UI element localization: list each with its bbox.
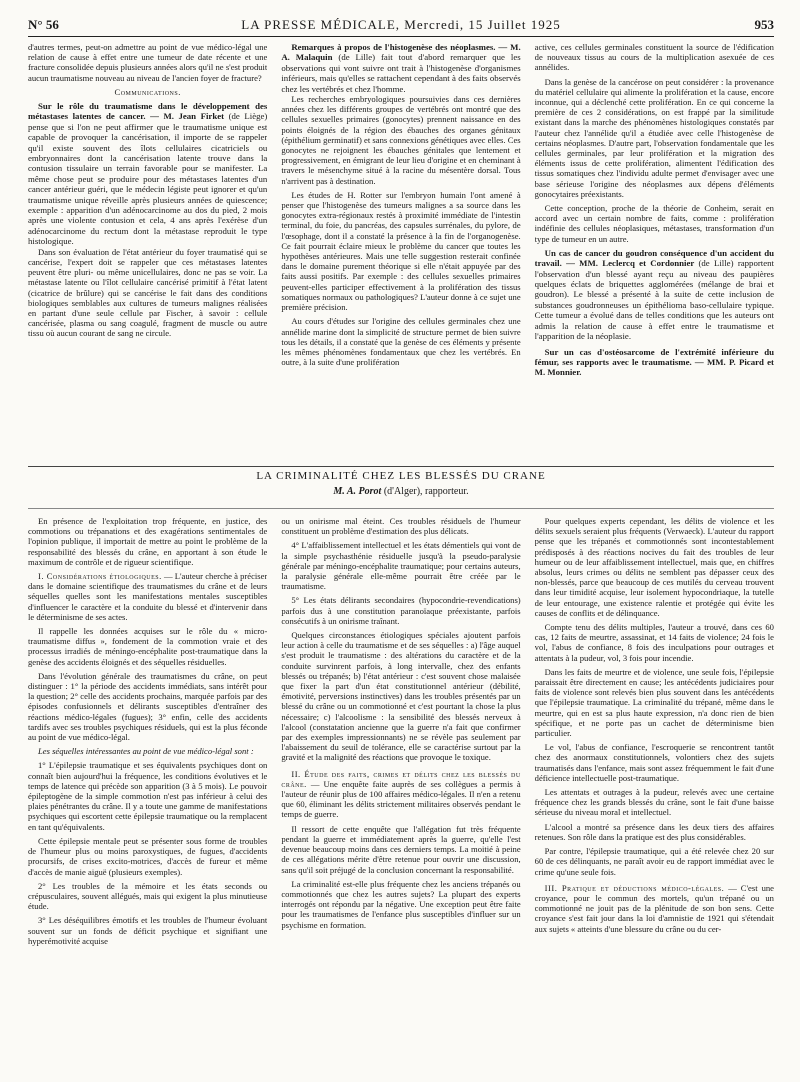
paragraph: Les recherches embryologiques poursuivies dans ces dernières années chez les différents groupes de vertébrés ont montré que des cellules sexuelles primaires (gonocytes) prennent naissance en des points éloignés de la région des ébauches des organes génitaux (épithélium germinatif) et sans connexions génétiques avec elles. Ces gonocytes ne rejoignent les ébauches génitales que lentement et progressivement, en émigrant de leur lieu d'origine et en cheminant à travers le mésenchyme situé à la racine du mésentère dorsal. Tous n'arrivent pas à destination. xyxy=(281,94,521,186)
section-label: I. Considérations étiologiques. xyxy=(38,571,162,582)
divider xyxy=(28,466,774,467)
bottom-column-3 xyxy=(535,516,774,1072)
page-number: 953 xyxy=(754,17,774,32)
paragraph: Par contre, l'épilepsie traumatique, qui a été relevée chez 20 sur 60 de ces délinquants, ne paraît avoir eu de rapport immédiat avec le crime qu'une seule fois. xyxy=(534,846,774,877)
page-header xyxy=(28,14,774,37)
paragraph: active, ces cellules germinales constituent la source de l'édification de nouveaux tissus au cours de la multiplication asexuée de ces annélides. xyxy=(534,42,774,73)
section-label: III. Pratique et déductions médico-légales. xyxy=(544,882,725,893)
paragraph: 2° Les troubles de la mémoire et les états seconds ou crépusculaires, souvent allégués, mais qui exigent la plus minutieuse étude. xyxy=(28,880,268,912)
paragraph: d'autres termes, peut-on admettre au point de vue médico-légal une relation de cause à effet entre une tumeur de date récente et une fracture consolidée depuis plusieurs années alors qu'il ne s'est produit aucun traumatisme nouveau au niveau de l'ancien foyer de fracture? xyxy=(28,42,268,83)
section-intro xyxy=(535,883,774,934)
paragraph-inline: — C'est une croyance, pour le commun des mortels, qu'un trépané ou un commotionné ne jouit pas de la plénitude de son bon sens. Cette croyance s'est fait jour dans la loi d'amnistie de 1921 qui s'étendait aux sujets « atteints d'une blessure du crâne ou du cer- xyxy=(534,882,774,934)
paragraph: Au cours d'études sur l'origine des cellules germinales chez une annélide marine dont la simplicité de structure permet de bien suivre tous les détails, il a constaté que la genèse de ces éléments y présente les mêmes phénomènes fondamentaux que chez les vertébrés. En outre, à la suite d'une prolifération xyxy=(281,316,521,368)
paragraph: Le vol, l'abus de confiance, l'escroquerie se rencontrent tantôt chez des anormaux constitutionnels, volontiers chez des sujets traumatisés dans l'enfance, mais sont assez fréquemment le fait d'une déficience intellectuelle post-traumatique. xyxy=(534,742,774,783)
paragraph: 3° Les déséquilibres émotifs et les troubles de l'humeur évoluant souvent sur un fonds de déficit psychique et signifiant une hyperémotivité acquise xyxy=(28,915,268,946)
section-label-communications: Communications. xyxy=(114,86,181,97)
article-title: LA CRIMINALITÉ CHEZ LES BLESSÉS DU CRANE xyxy=(256,470,546,482)
paragraph: Quelques circonstances étiologiques spéciales ajoutent parfois leur action à celle du traumatisme et de ses séquelles : a) l'âge auquel s'est produit le traumatisme : des altérations du caractère et de la conduite survinrent parfois, à long intervalle, chez des enfants blessés ou trépanés; b) l'état antérieur : c'est souvent chose malaisée que fixer la part d'un état constitutionnel antérieur (débilité, émotivité, perversions instinctives) dans les troubles présentés par un blessé du crâne ou un commotionné et c'est pourtant la chose la plus nécessaire; c) l'alcoolisme : la sensibilité des blessés nerveux à l'alcool (constatation ancienne que la guerre n'a fait que confirmer par des exemples impressionnants) ne se révèle pas seulement par l'abaissement du seuil de tolérance, elle se caractérise surtout par la gravité et la malignité des réactions que provoque le toxique. xyxy=(281,630,521,763)
paragraph: L'alcool a montré sa présence dans les deux tiers des affaires retenues. Son rôle dans la pratique est des plus considérables. xyxy=(534,821,774,842)
communication-heading-leclercq xyxy=(535,248,774,342)
top-column-2 xyxy=(281,42,520,462)
journal-page xyxy=(28,14,774,1074)
journal-title-date: LA PRESSE MÉDICALE, Mercredi, 15 Juillet 1925 xyxy=(241,17,561,32)
issue-number: N° 56 xyxy=(28,17,59,32)
heading-text: Sur le rôle du traumatisme dans le développement des métastases latentes de cancer. — M. Jean Firket xyxy=(28,101,268,122)
paragraph-inline: (de Lille) fait tout d'abord remarquer que les observations qui vont suivre ont trait à l'histogenèse d'organismes inférieurs, mais qu'elles se rattachent cependant à des faits observés chez les vertébrés et chez l'homme. xyxy=(281,52,521,94)
bottom-column-2 xyxy=(281,516,520,1072)
paragraph-inline: (de Lille) rapportent l'observation d'un blessé ayant reçu au niveau des paupières quelques éclats de briquettes agglomérées (mélange de brai et goudron). Le blessé a présenté à la suite de cette inclusion de substances goudronneuses un épithélioma baso-cellulaire typique. Cette tumeur a évolué dans de telles conditions que les auteurs ont admis la relation de cause à effet entre le traumatisme et l'apparition de la néoplasie. xyxy=(534,258,774,342)
paragraph-inline: — Une enquête faite auprès de ses collègues a permis à l'auteur de réunir plus de 100 affaires médico-légales. Il n'en a retenu que 60, éliminant les délits strictement militaires observés pendant le temps de guerre. xyxy=(281,778,521,820)
paragraph: 5° Les états délirants secondaires (hypocondrie-revendications) parfois dus à une constitution paranoïaque préexistante, parfois consécutifs à un onirisme traînant. xyxy=(281,595,521,626)
paragraph-inline: — L'auteur cherche à préciser dans le domaine scientifique des traumatismes du crâne et de leurs séquelles quelles sont les manifestations mentales susceptibles d'influencer le caractère et la conduite du blessé et d'intervenir dans le déterminisme de ses actes. xyxy=(28,571,268,622)
heading-text: Un cas de cancer du goudron conséquence d'un accident du travail. — MM. Leclercq et Cordonnier xyxy=(534,247,774,269)
article-author: M. A. Porot xyxy=(333,486,382,497)
paragraph: Il ressort de cette enquête que l'allégation fut très fréquente pendant la guerre et immédiatement après la guerre, qu'elle l'est devenue beaucoup moins dans ces derniers temps. La moitié à peine de ces allégations mérite d'être retenue pour ouvrir une discussion, sans qu'il soit préjugé de la conclusion concernant la responsabilité. xyxy=(281,823,521,875)
paragraph: 4° L'affaiblissement intellectuel et les états démentiels qui vont de la simple psychasthénie résiduelle jusqu'à la pseudo-paralysie générale par méningo-encéphalite traumatique; pour certains auteurs, la paralysie générale elle-même pourrait être créée par le traumatisme. xyxy=(281,540,521,592)
top-column-3 xyxy=(535,42,774,462)
communication-heading-picard: Sur un cas d'ostéosarcome de l'extrémité inférieure du fémur, ses rapports avec le traumatisme. — MM. P. Picard et M. Monnier. xyxy=(534,346,774,378)
paragraph: Dans l'évolution générale des traumatismes du crâne, on peut distinguer : 1° la période des accidents immédiats, sans intérêt pour la question; 2° celle des accidents prochains, marquée parfois par des épisodes confusionnels et délirants susceptibles d'entraîner des réactions médico-légales (fugues); 3° enfin, celle des accidents tardifs avec ses troubles psychiques résiduels, qui est la plus féconde au point de vue médico-légal. xyxy=(28,670,268,743)
paragraph: Les études de H. Rotter sur l'embryon humain l'ont amené à penser que l'histogenèse des tumeurs malignes a sa source dans les gonocytes extra-régionaux restés à proximité immédiate de l'intestin terminal, du foie, du pancréas, des capsules surrénales, du pylore, de l'œsophage, dont il a constaté la présence à la fin de l'organogenèse. Ce fait pourrait éclaire mieux le problème du cancer que toutes les hypothèses antérieures. Mais une telle suggestion resterait confinée dans le domaine purement théorique si elle n'était appuyée par des faits aussi positifs. Par exemple : des cellules sexuelles primaires peuvent-elles participer effectivement à la prolifération des tissus somatiques normaux ou pathologiques? L'auteur donne à ce sujet une première précision. xyxy=(281,189,521,313)
paragraph: Les attentats et outrages à la pudeur, relevés avec une certaine fréquence chez les grands blessés du crâne, sont le fait d'une baisse sérieuse du niveau moral et intellectuel. xyxy=(534,787,774,818)
paragraph: Pour quelques experts cependant, les délits de violence et les délits sexuels seraient plus fréquents (Verwaeck). L'auteur du rapport pense que les trépanés et commotionnés sont incontestablement prédisposés à des réactions nocives du fait des troubles de leur humeur ou de leur affaiblissement intellectuel, mais que, en chiffres absolus, leurs crimes ou délits ne semblent pas dépasser ceux des non-blessés, parce que beaucoup de ces mutilés du cerveau trouvent dans leur timidité acquise, leur isolement hypocondriaque, la tutelle de leur entourage, une existence ralentie et protégée qui évite les causes de conflits et de délinquance. xyxy=(534,516,774,618)
byline-rest: (d'Alger), rapporteur. xyxy=(381,486,469,497)
section-intro xyxy=(281,769,520,820)
bottom-columns xyxy=(28,516,774,1072)
paragraph: En présence de l'exploitation trop fréquente, en justice, des commotions ou trépanations et des exagérations sentimentales de l'opinion publique, il importait de mettre au point le problème de la responsabilité des blessés du crâne, en apportant à son étude le maximum de contrôle et de rigueur scientifique. xyxy=(28,516,268,567)
paragraph: Dans les faits de meurtre et de violence, une seule fois, l'épilepsie paraissait être directement en cause; les antécédents judiciaires pour faits de violence sont relevés bien plus souvent dans les antécédents que l'épilepsie traumatique. La criminalité du trépané, même dans le meurtre, qui en est sa plus haute expression, n'a donc rien de bien spécifique, et ne porte pas un cachet de déterminisme bien particulier. xyxy=(534,666,774,739)
section-label: II. Étude des faits, crimes et délits chez les blessés du crâne. xyxy=(281,768,521,789)
section-intro xyxy=(28,571,267,622)
paragraph: Dans la genèse de la cancérose on peut considérer : la provenance du matériel cellulaire qui alimente la prolifération et la cause, encore inconnue, qui a déclenché cette prolifération. En ce qui concerne la première de ces 2 considérations, on est frappé par la similitude existant dans la marche des phénomènes histologiques constatés par l'auteur chez l'annélide qu'il a étudiée avec celle l'histogenèse de certains néoplasmes. D'autre part, l'observation fondamentale que les cellules germinales, par leur prolifération et la migration des éléments issus de cette prolifération, alimentent l'édification des tissus somatiques chez l'individu adulte permet d'envisager avec une base sérieuse l'origine des néoplasmes aux dépens d'éléments gonocytaires préexistants. xyxy=(534,76,774,199)
paragraph: Compte tenu des délits multiples, l'auteur a trouvé, dans ces 60 cas, 12 faits de meurtre, assassinat, et 14 faits de violence; 24 fois le vol, l'abus de confiance, 8 fois des inculpations pour outrages et attentats à la pudeur, vol, 3 fois pour incendie. xyxy=(534,622,774,663)
article-byline xyxy=(28,486,774,497)
paragraph-inline: (de Liège) pense que si l'on ne peut affirmer que le traumatisme unique est capable de provoquer la cancérisation, il importe de se rappeler qu'il existe souvent des îlots cellulaires cicatriciels ou embryonnaires dont la cancérisation latente trouve dans la contusion tissulaire un terrain favorable pour se manifester. La même chose peut se produire pour des métastases latentes d'un cancer antérieur guéri, que le médecin légiste peut ignorer et qu'un traumatisme unique réveille après plusieurs années de quiescence; exemple : apparition d'un adénocarcinome au dos du pied, 2 mois après une violente contusion et cela, 4 ans après l'exérèse d'un adénocarcinome du rectum dont la métastase reproduit le type histologique. xyxy=(28,111,268,247)
paragraph: ou un onirisme mal éteint. Ces troubles résiduels de l'humeur constituent un problème d'estimation des plus délicats. xyxy=(281,516,521,537)
paragraph: 1° L'épilepsie traumatique et ses équivalents psychiques dont on connaît bien aujourd'hui la fréquence, les conditions évolutives et le temps de latence qui précède son apparition (3 à 5 mois). Le pouvoir épileptogène de la simple commotion n'est pas inférieur à celui des plaies pénétrantes du crâne. Il y a toute une gamme de manifestations psychiques qui escortent cette épilepsie traumatique ou la remplacent en tant qu'équivalents. xyxy=(28,760,268,832)
paragraph: Cette conception, proche de la théorie de Conheim, serait en accord avec un certain nombre de faits, comme : prolifération indéfinie des cellules néoplasiques, métastases, transformation d'un type de tumeur en un autre. xyxy=(534,203,774,244)
top-columns xyxy=(28,42,774,462)
communication-heading-firket xyxy=(28,101,267,247)
top-column-1 xyxy=(28,42,267,462)
paragraph: La criminalité est-elle plus fréquente chez les anciens trépanés ou commotionnés que chez les autres sujets? La plupart des experts interrogés ont répondu par la négative. Une exception peut être faite pour les traumatismes de l'enfance plus susceptibles d'influer sur un psychisme en formation. xyxy=(281,878,521,930)
paragraph: Il rappelle les données acquises sur le rôle du « micro-traumatisme diffus », fondement de la commotion vraie et des processus irradiés de méningo-encéphalite post-traumatique dans la genèse des accidents éloignés et des séquelles résiduelles. xyxy=(28,626,268,667)
communication-heading-malaquin xyxy=(281,42,520,94)
divider xyxy=(28,508,774,509)
heading-text: Remarques à propos de l'histogenèse des néoplasmes. — M. A. Malaquin xyxy=(281,42,521,63)
bottom-column-1 xyxy=(28,516,267,1072)
paragraph: Les séquelles intéressantes au point de vue médico-légal sont : xyxy=(38,746,254,757)
paragraph: Cette épilepsie mentale peut se présenter sous forme de troubles de l'humeur plus ou moins paroxystiques, de fugues, d'accidents procursifs, de crises excito-motrices, d'accès de fureur et même d'accès de manie aiguë (plusieurs exemples). xyxy=(28,835,268,877)
paragraph: Dans son évaluation de l'état antérieur du foyer traumatisé qui se cancérise, l'expert doit se rappeler que ces métastases latentes peuvent être pluri- ou même unicellulaires, donc ne pas se voir. La métastase latente ou l'îlot cellulaire cancérisé primitif à l'état latent (cicatrice de brûlure) qui se cancérise le fait dans des conditions biologiques semblables aux cultures de tumeurs malignes réalisées en partant d'une seule cellule par Fischer, à savoir : cellule cancérisée, plasma ou sang coagulé, fragment de muscle ou autre tissu où aucun courant de sang ne circule. xyxy=(28,246,268,339)
